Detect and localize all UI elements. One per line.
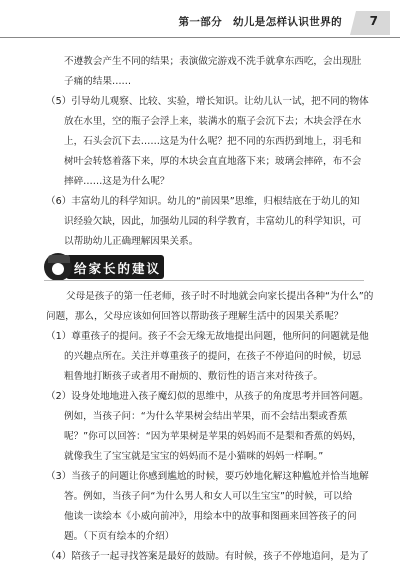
section-rule: [44, 280, 364, 281]
page-number: 7: [369, 14, 378, 28]
text-line: 识经验欠缺，因此，加强幼儿园的科学教育，丰富幼儿的科学知识，可: [64, 216, 362, 227]
text-line: 父母是孩子的第一任老师，孩子时不时地就会向家长提出各种“为什么”的: [66, 291, 374, 302]
text-line: 就像我生了宝宝就是宝宝的妈妈而不是小猫咪的妈妈一样啊。”: [64, 451, 324, 462]
text-line: 呢？”你可以回答：“因为苹果树是苹果的妈妈而不是梨和香蕉的妈妈，: [64, 431, 362, 442]
text-line: （3）当孩子的问题让你感到尴尬的时候，要巧妙地化解这种尴尬并恰当地解: [46, 471, 369, 482]
top-list: [46, 52, 369, 252]
section-title: 给家长的建议: [74, 261, 162, 276]
text-line: 粗鲁地打断孩子或者用不耐烦的、敷衍性的语言来对待孩子。: [64, 371, 324, 382]
page-header: [0, 0, 400, 42]
advice-list: [46, 287, 373, 567]
text-line: 树叶会转悠着落下来，厚的木块会直直地落下来；玻璃会摔碎，布不会: [64, 156, 362, 167]
text-line: 他读一读绘本《小威向前冲》，用绘本中的故事和图画来回答孩子的问: [64, 511, 357, 522]
text-line: 例如，当孩子问：“为什么苹果树会结出苹果，而不会结出梨或香蕉: [64, 411, 348, 422]
text-line: 子痛的结果……: [64, 76, 132, 87]
text-line: 上，石头会沉下去……这是为什么呢？把不同的东西扔到地上，羽毛和: [64, 136, 362, 147]
text-line: 答。例如，当孩子问“为什么男人和女人可以生宝宝”的时候，可以给: [64, 491, 353, 502]
text-line: 摔碎……这是为什么呢？: [64, 176, 170, 187]
text-line: 不遵教会产生不同的结果；表演做完游戏不洗手就拿东西吃，会出现肚: [64, 56, 362, 67]
text-line: 题。（下页有绘本的介绍）: [64, 531, 175, 542]
text-line: 问题，那么，父母应该如何回答以帮助孩子理解生活中的因果关系呢？: [46, 311, 344, 322]
text-line: （4）陪孩子一起寻找答案是最好的鼓励。有时候，孩子不停地追问，是为了: [46, 551, 369, 562]
running-head: 第一部分 幼儿是怎样认识世界的: [178, 16, 342, 28]
text-line: 放在水里，空的瓶子会浮上来，装满水的瓶子会沉下去；木块会浮在水: [64, 116, 362, 127]
section-heading: [44, 255, 164, 279]
text-line: （1）尊重孩子的提问。孩子不会无缘无故地提出问题，他所问的问题就是他: [46, 331, 369, 342]
text-line: （2）设身处地地进入孩子魔幻似的思维中，从孩子的角度思考并回答问题。: [46, 391, 369, 402]
text-line: 以帮助幼儿正确理解因果关系。: [64, 236, 199, 247]
child-reading-icon: [44, 253, 72, 281]
header-rule: [0, 37, 400, 38]
text-line: （5）引导幼儿观察、比较、实验，增长知识。让幼儿认一试，把不同的物体: [46, 96, 369, 107]
text-line: （6）丰富幼儿的科学知识。幼儿的“前因果”思维，归根结底在于幼儿的知: [46, 196, 360, 207]
text-line: 的兴趣点所在。关注并尊重孩子的提问，在孩子不停追问的时候，切忌: [64, 351, 362, 362]
